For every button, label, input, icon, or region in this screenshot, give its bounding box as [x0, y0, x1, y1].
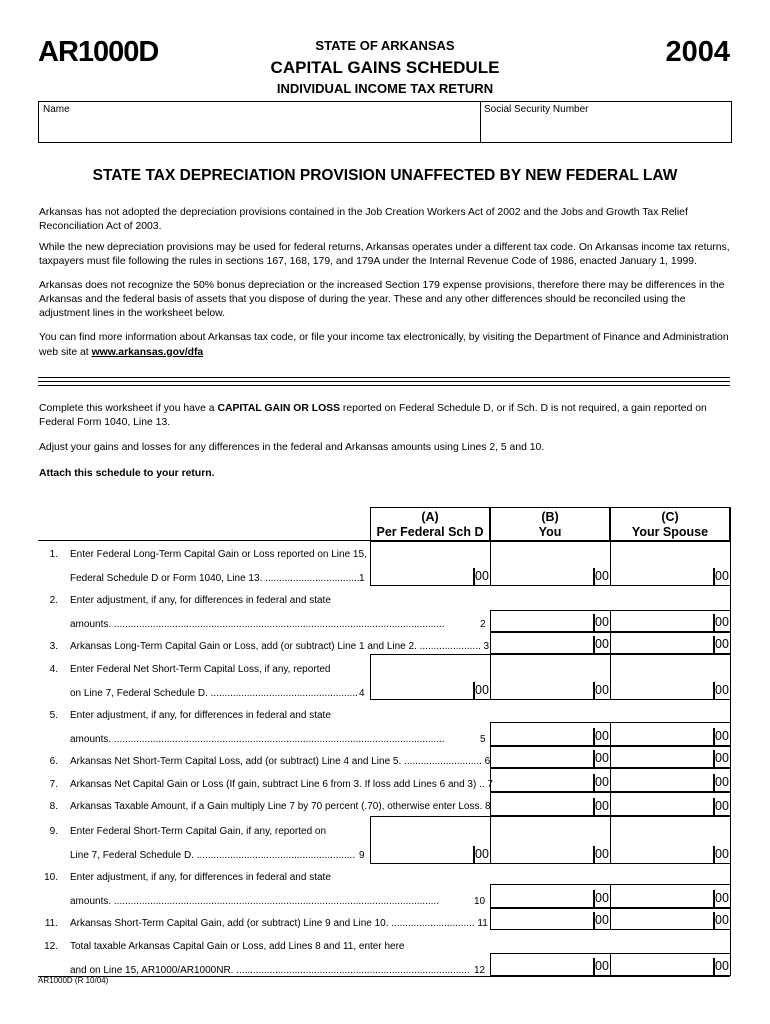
instructions-text-b: reported on Federal Schedule D, or if Sch. D is not required, a gain reported on Federal Form 1040, Line 13. — [39, 403, 707, 428]
line-number: 10. — [44, 872, 58, 883]
line-number: 11. — [44, 918, 58, 929]
line-ref-number: 1 — [359, 573, 365, 584]
cents-value: 00 — [715, 637, 729, 651]
line-text-continued: and on Line 15, AR1000/AR1000NR. .................................................................................... — [70, 965, 470, 976]
line-number: 1. — [49, 549, 58, 560]
line-text: Total taxable Arkansas Capital Gain or Loss, add Lines 8 and 11, enter here — [70, 941, 405, 952]
line-ref-number: 4 — [359, 688, 365, 699]
line-number: 8. — [49, 801, 58, 812]
line-number: 3. — [49, 641, 58, 652]
instructions-text-bold: CAPITAL GAIN OR LOSS — [217, 403, 341, 414]
cents-value: 00 — [595, 637, 609, 651]
cents-value: 00 — [715, 847, 729, 861]
notice-paragraph-4 — [39, 330, 731, 360]
cents-value: 00 — [715, 615, 729, 629]
line-text: Arkansas Long-Term Capital Gain or Loss, add (or subtract) Line 1 and Line 2. ...................... 3 — [70, 641, 490, 652]
ssn-field[interactable] — [484, 116, 726, 138]
line-text-continued: Line 7, Federal Schedule D. ......................................................... — [70, 850, 356, 861]
column-a-label: Per Federal Sch D — [376, 525, 484, 539]
line-text: Arkansas Net Capital Gain or Loss (If gain, subtract Line 6 from 3. If loss add Lines 6 and 3) .. 7 — [70, 779, 493, 790]
notice-paragraph-1: Arkansas has not adopted the depreciation provisions contained in the Job Creation Workers Act of 2002 and the Jobs and Growth Tax Relief Reconciliation Act of 2003. — [39, 207, 688, 232]
line-text: Enter Federal Long-Term Capital Gain or Loss reported on Line 15, — [70, 549, 367, 560]
cents-value: 00 — [595, 847, 609, 861]
line-text: Arkansas Short-Term Capital Gain, add (or subtract) Line 9 and Line 10. .............................. 11 — [70, 918, 488, 929]
cents-value: 00 — [475, 847, 489, 861]
tax-year: 2004 — [665, 36, 730, 68]
ssn-label: Social Security Number — [484, 104, 589, 115]
cents-value: 00 — [595, 729, 609, 743]
form-subtitle: INDIVIDUAL INCOME TAX RETURN — [276, 81, 494, 96]
cents-value: 00 — [595, 775, 609, 789]
line-number: 7. — [49, 779, 58, 790]
cents-value: 00 — [595, 615, 609, 629]
notice-paragraph-4-text: You can find more information about Arkansas tax code, or file your income tax electronically, by visiting the Department of Finance and Administration web site at — [39, 332, 729, 358]
cents-value: 00 — [715, 799, 729, 813]
line-number: 5. — [49, 710, 58, 721]
name-field[interactable] — [44, 116, 474, 138]
cents-value: 00 — [595, 569, 609, 583]
cents-value: 00 — [715, 569, 729, 583]
table-bottom-border — [38, 976, 730, 977]
cents-value: 00 — [715, 729, 729, 743]
cents-value: 00 — [595, 683, 609, 697]
line-number: 2. — [49, 595, 58, 606]
form-id: AR1000D — [38, 36, 159, 68]
line-text-continued: amounts. ....................................................................................................................... — [70, 619, 445, 630]
divider-rule-2 — [38, 381, 730, 382]
column-b-label: You — [538, 525, 562, 539]
column-c-letter: (C) — [661, 510, 679, 524]
line-text: Enter Federal Short-Term Capital Gain, if any, reported on — [70, 826, 327, 837]
cents-value: 00 — [715, 775, 729, 789]
column-b-header — [490, 507, 610, 540]
instructions-paragraph-1 — [39, 402, 731, 430]
cents-value: 00 — [595, 751, 609, 765]
notice-headline: STATE TAX DEPRECIATION PROVISION UNAFFECTED BY NEW FEDERAL LAW — [92, 167, 678, 184]
cents-value: 00 — [715, 959, 729, 973]
column-a-letter: (A) — [421, 510, 439, 524]
attach-note: Attach this schedule to your return. — [39, 468, 215, 479]
notice-paragraph-2: While the new depreciation provisions may be used for federal returns, Arkansas operates under a different tax code. On Arkansas income tax returns, taxpayers must file following the rules in sections 167, 168, 179, and 179A under the Internal Revenue Code of 1986, enacted January 1, 1999. — [39, 242, 730, 267]
line-number: 9. — [49, 826, 58, 837]
line-text: Arkansas Taxable Amount, if a Gain multiply Line 7 by 70 percent (.70), otherwise enter Loss. 8 — [70, 801, 491, 812]
line-number: 4. — [49, 664, 58, 675]
notice-paragraph-3: Arkansas does not recognize the 50% bonus depreciation or the increased Section 179 expense provisions, therefore there may be differences in the Arkansas and the federal basis of assets that you dispose of during the year. These and any other differences should be reconciled using the adjustment lines in the worksheet below. — [39, 280, 725, 319]
cents-value: 00 — [475, 569, 489, 583]
line-text-continued: amounts. ....................................................................................................................... — [70, 734, 445, 745]
line-text: Enter adjustment, if any, for differences in federal and state — [70, 595, 331, 606]
line-ref-number: 2 — [480, 619, 486, 630]
form-revision: AR1000D (R 10/04) — [38, 976, 109, 985]
cents-value: 00 — [595, 891, 609, 905]
cents-value: 00 — [595, 799, 609, 813]
divider-rule-3 — [38, 385, 730, 386]
line-text: Enter adjustment, if any, for differences in federal and state — [70, 710, 331, 721]
dfa-website-link[interactable]: www.arkansas.gov/dfa — [91, 347, 204, 358]
line-number: 6. — [49, 756, 58, 767]
state-heading: STATE OF ARKANSAS — [315, 38, 455, 53]
line-text: Arkansas Net Short-Term Capital Loss, add (or subtract) Line 4 and Line 5. ............................ 6 — [70, 756, 491, 767]
line-text: Enter Federal Net Short-Term Capital Loss, if any, reported — [70, 664, 331, 675]
line-ref-number: 12 — [474, 965, 486, 976]
cents-value: 00 — [595, 913, 609, 927]
line-text: Enter adjustment, if any, for differences in federal and state — [70, 872, 331, 883]
line-ref-number: 9 — [359, 850, 365, 861]
line-ref-number: 10 — [474, 896, 486, 907]
column-c-header — [610, 507, 730, 540]
line-text-continued: Federal Schedule D or Form 1040, Line 13. .................................. — [70, 573, 360, 584]
cents-value: 00 — [595, 959, 609, 973]
instructions-text-a: Complete this worksheet if you have a — [39, 403, 218, 414]
column-a-header — [370, 507, 490, 540]
divider-rule-1 — [38, 377, 730, 378]
line-number: 12. — [44, 941, 58, 952]
column-c-label: Your Spouse — [631, 525, 709, 539]
cents-value: 00 — [715, 751, 729, 765]
line-ref-number: 5 — [480, 734, 486, 745]
instructions-paragraph-2: Adjust your gains and losses for any differences in the federal and Arkansas amounts using Lines 2, 5 and 10. — [39, 442, 545, 453]
cents-value: 00 — [715, 891, 729, 905]
name-label: Name — [43, 104, 70, 115]
line-text-continued: on Line 7, Federal Schedule D. ..................................................... — [70, 688, 358, 699]
line-text-continued: amounts. ..................................................................................................................... — [70, 896, 439, 907]
form-title: CAPITAL GAINS SCHEDULE — [270, 58, 500, 77]
cents-value: 00 — [475, 683, 489, 697]
cents-value: 00 — [715, 683, 729, 697]
column-b-letter: (B) — [541, 510, 559, 524]
cents-value: 00 — [715, 913, 729, 927]
